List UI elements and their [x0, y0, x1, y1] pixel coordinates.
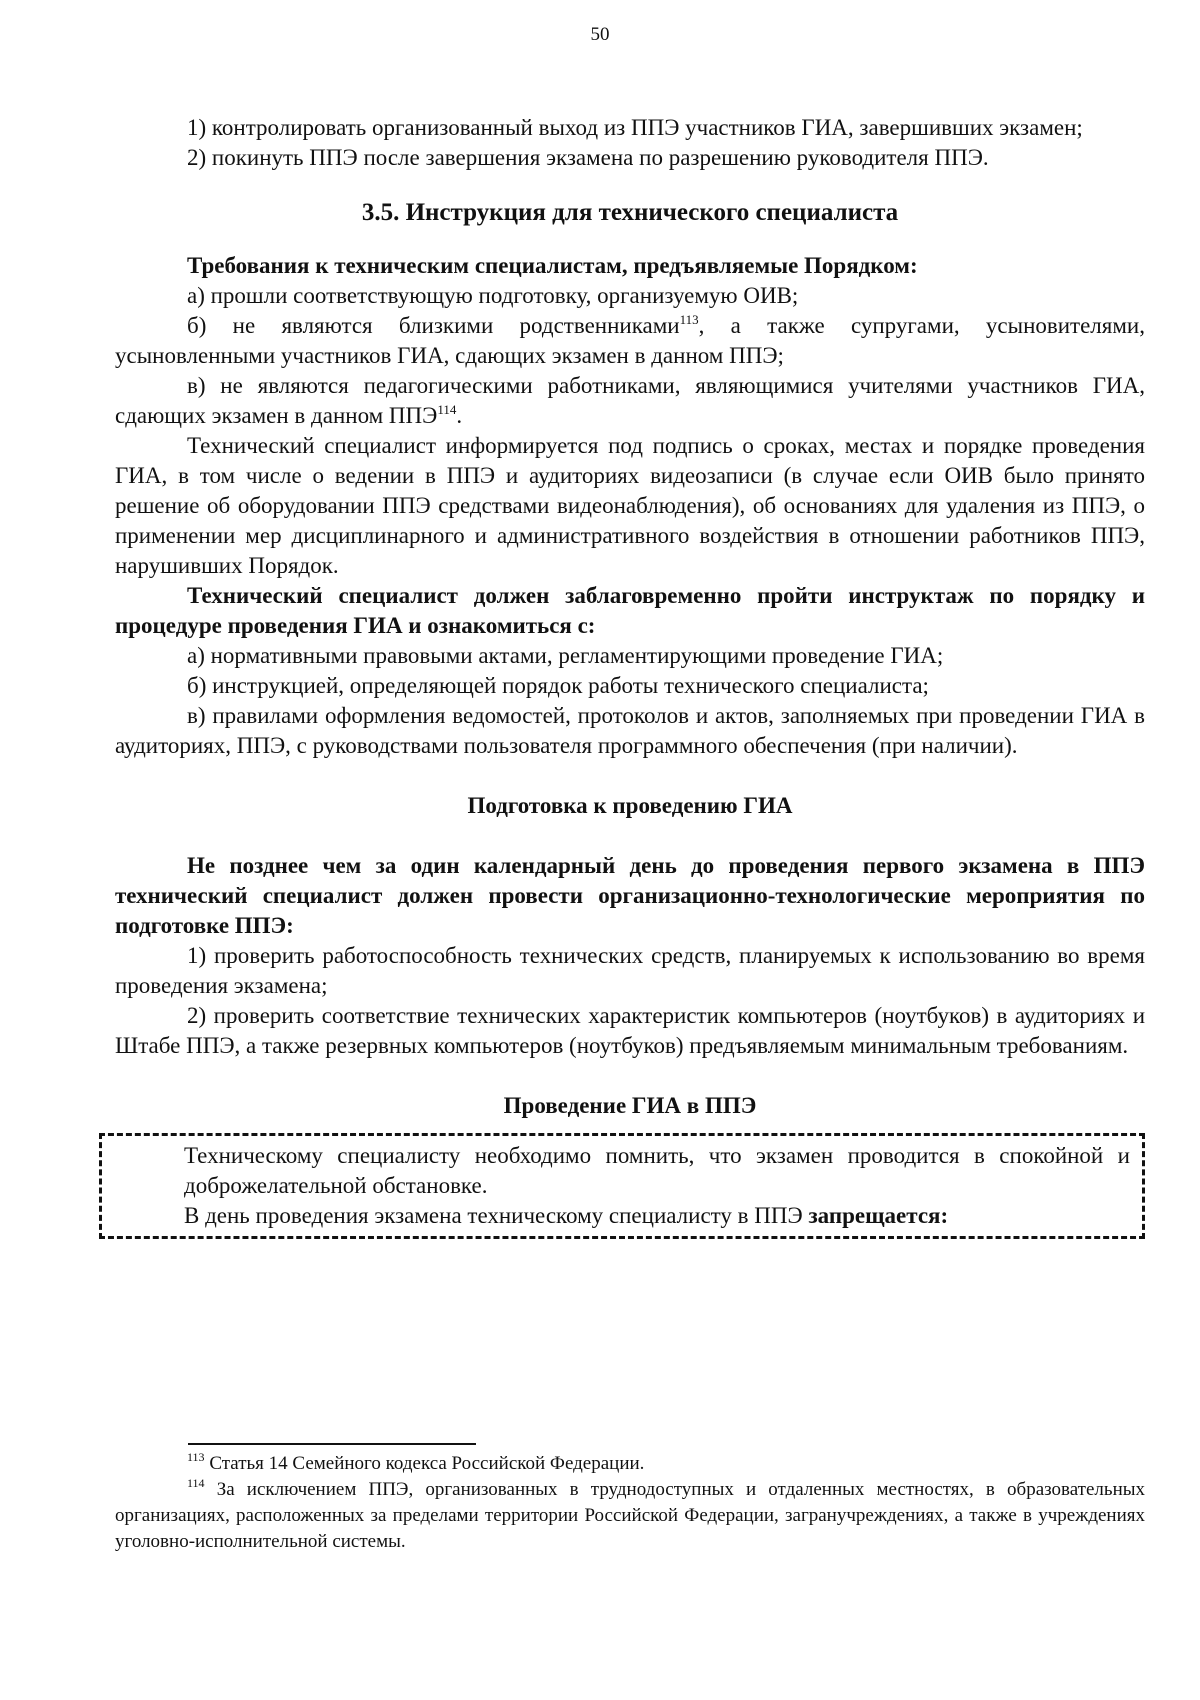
preparation-heading: Подготовка к проведению ГИА — [467, 793, 793, 818]
briefing-item-v: в) правилами оформления ведомостей, протоколов и актов, заполняемых при проведении ГИА в аудиториях, ППЭ, с руководствами пользователя программного обеспечения (при наличии). — [115, 703, 1145, 758]
paragraph-leave-ppe: 2) покинуть ППЭ после завершения экзамена по разрешению руководителя ППЭ. — [187, 145, 989, 170]
requirement-b: б) не являются близкими родственниками$^{113}$, а также супругами, усыновителями, усыновленными участников ГИА, сдающих экзамен в данном ППЭ; — [115, 312, 1145, 368]
prohibited-intro: В день проведения экзамена техническому специалисту в ППЭ запрещается: — [184, 1203, 949, 1228]
document-body — [115, 113, 1145, 1239]
requirement-a: а) прошли соответствующую подготовку, организуемую ОИВ; — [187, 283, 799, 308]
briefing-item-b: б) инструкцией, определяющей порядок работы технического специалиста; — [187, 673, 929, 698]
preparation-item-2: 2) проверить соответствие технических характеристик компьютеров (ноутбуков) в аудиториях и Штабе ППЭ, а также резервных компьютеров (ноутбуков) предъявляемым минимальным требованиям. — [115, 1003, 1145, 1058]
information-paragraph: Технический специалист информируется под подпись о сроках, местах и порядке проведения ГИА, в том числе о ведении в ППЭ и аудиториях видеозаписи (в случае если ОИВ было принято решение об оборудовании ППЭ средствами видеонаблюдения), об основаниях для удаления из ППЭ, о применении мер дисциплинарного и административного воздействия в отношении работников ППЭ, нарушивших Порядок. — [115, 433, 1145, 578]
briefing-heading: Технический специалист должен заблаговременно пройти инструктаж по порядку и процедуре проведения ГИА и ознакомиться с: — [115, 583, 1145, 638]
requirements-heading: Требования к техническим специалистам, предъявляемые Порядком: — [187, 253, 918, 278]
conduct-heading: Проведение ГИА в ППЭ — [503, 1093, 757, 1118]
section-title: 3.5. Инструкция для технического специалиста — [361, 199, 899, 226]
requirement-v: в) не являются педагогическими работниками, являющимися учителями участников ГИА, сдающих экзамен в данном ППЭ$^{114}$. — [115, 373, 1145, 428]
attention-box — [99, 1133, 1145, 1239]
briefing-item-a: а) нормативными правовыми актами, регламентирующими проведение ГИА; — [187, 643, 944, 668]
page-number: 50 — [590, 24, 610, 45]
footnote-113: $^{113}$ Статья 14 Семейного кодекса Российской Федерации. — [187, 1450, 645, 1474]
preparation-item-1: 1) проверить работоспособность технических средств, планируемых к использованию во время проведения экзамена; — [115, 943, 1145, 998]
preparation-lead: Не позднее чем за один календарный день до проведения первого экзамена в ППЭ технический специалист должен провести организационно-технологические мероприятия по подготовке ППЭ: — [115, 853, 1145, 938]
footnote-ref-113: 113 — [679, 312, 699, 327]
paragraph-exit-control: 1) контролировать организованный выход из ППЭ участников ГИА, завершивших экзамен; — [187, 115, 1083, 140]
footnote-114: $^{114}$ За исключением ППЭ, организованных в труднодоступных и отдаленных местностях, в образовательных организациях, расположенных за пределами территории Российской Федерации, загранучреждениях, а также в учреждениях уголовно-исполнительной системы. — [115, 1476, 1145, 1552]
attention-note: Техническому специалисту необходимо помнить, что экзамен проводится в спокойной и доброжелательной обстановке. — [184, 1143, 1130, 1198]
footnote-separator — [188, 1443, 476, 1445]
footnotes — [115, 1451, 1145, 1555]
footnote-ref-114: 114 — [437, 402, 457, 417]
